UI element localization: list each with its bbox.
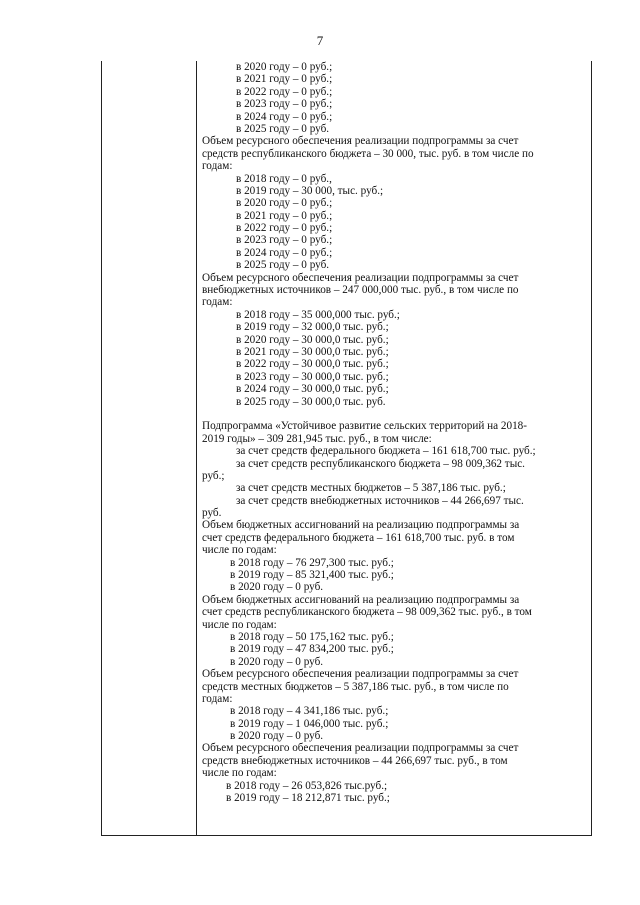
text-line: в 2022 году – 0 руб.; — [236, 222, 333, 235]
text-line: средств внебюджетных источников – 44 266,697 тыс. руб., в том — [202, 754, 508, 767]
page-number: 7 — [316, 33, 324, 48]
text-line: Объем ресурсного обеспечения реализации подпрограммы за счет — [202, 742, 519, 755]
text-line: в 2019 году – 30 000, тыс. руб.; — [236, 184, 384, 197]
text-line: в 2019 году – 85 321,400 тыс. руб.; — [230, 569, 394, 582]
text-line: в 2020 году – 0 руб. — [230, 730, 324, 743]
text-line: руб.; — [202, 469, 225, 482]
text-line: в 2024 году – 30 000,0 тыс. руб.; — [236, 383, 389, 396]
text-line: годам: — [202, 692, 233, 705]
text-line: в 2023 году – 30 000,0 тыс. руб.; — [236, 370, 389, 383]
text-line: в 2019 году – 1 046,000 тыс. руб.; — [230, 717, 389, 730]
text-line: счет средств республиканского бюджета – 98 009,362 тыс. руб., в том — [202, 606, 532, 619]
text-line: числе по годам: — [202, 618, 277, 631]
text-line: Объем бюджетных ассигнований на реализацию подпрограммы за — [202, 519, 520, 532]
text-line: числе по годам: — [202, 767, 277, 780]
text-line: за счет средств республиканского бюджета – 98 009,362 тыс. — [236, 457, 525, 470]
text-line: Подпрограмма «Устойчивое развитие сельских территорий на 2018- — [202, 420, 527, 433]
text-line: в 2018 году – 76 297,300 тыс. руб.; — [230, 556, 394, 569]
text-line: в 2025 году – 0 руб. — [236, 122, 330, 135]
text-line: в 2024 году – 0 руб.; — [236, 246, 333, 259]
table-left-column — [102, 61, 197, 835]
text-line: годам: — [202, 160, 233, 173]
text-line: числе по годам: — [202, 544, 277, 557]
text-line: Объем бюджетных ассигнований на реализацию подпрограммы за — [202, 593, 520, 606]
text-line: в 2025 году – 30 000,0 тыс. руб. — [236, 395, 386, 408]
text-line: средств республиканского бюджета – 30 000, тыс. руб. в том числе по — [202, 147, 534, 160]
text-line: в 2019 году – 32 000,0 тыс. руб.; — [236, 321, 389, 334]
text-line: в 2021 году – 30 000,0 тыс. руб.; — [236, 345, 389, 358]
text-line: в 2020 году – 0 руб. — [230, 655, 324, 668]
text-line: в 2021 году – 0 руб.; — [236, 209, 333, 222]
text-line: в 2019 году – 18 212,871 тыс. руб.; — [226, 792, 390, 805]
text-line: в 2020 году – 0 руб. — [230, 581, 324, 594]
text-line: средств местных бюджетов – 5 387,186 тыс. руб., в том числе по — [202, 680, 509, 693]
text-line: годам: — [202, 296, 233, 309]
text-line: в 2021 году – 0 руб.; — [236, 73, 333, 86]
text-line: в 2020 году – 30 000,0 тыс. руб.; — [236, 333, 389, 346]
text-line: Объем ресурсного обеспечения реализации подпрограммы за счет — [202, 271, 519, 284]
text-line: руб. — [202, 507, 222, 520]
text-line: Объем ресурсного обеспечения реализации подпрограммы за счет — [202, 668, 519, 681]
blank-line — [202, 408, 585, 420]
text-line: в 2018 году – 50 175,162 тыс. руб.; — [230, 630, 394, 643]
table-right-column — [197, 61, 591, 835]
text-line: в 2018 году – 35 000,000 тыс. руб.; — [236, 308, 400, 321]
text-line: в 2022 году – 0 руб.; — [236, 85, 333, 98]
text-line: в 2023 году – 0 руб.; — [236, 98, 333, 111]
text-line: за счет средств внебюджетных источников – 44 266,697 тыс. — [236, 494, 524, 507]
document-table — [101, 61, 592, 836]
text-line: в 2024 году – 0 руб.; — [236, 110, 333, 123]
text-line: 2019 годы» – 309 281,945 тыс. руб., в том числе: — [202, 432, 432, 445]
text-line: за счет средств федерального бюджета – 161 618,700 тыс. руб.; — [236, 445, 536, 458]
text-line: в 2019 году – 47 834,200 тыс. руб.; — [230, 643, 394, 656]
text-line: в 2023 году – 0 руб.; — [236, 234, 333, 247]
text-line: в 2018 году – 0 руб., — [236, 172, 332, 185]
text-line: в 2022 году – 30 000,0 тыс. руб.; — [236, 358, 389, 371]
text-line: за счет средств местных бюджетов – 5 387,186 тыс. руб.; — [236, 482, 506, 495]
text-line: внебюджетных источников – 247 000,000 тыс. руб., в том числе по — [202, 284, 519, 297]
text-line: в 2025 году – 0 руб. — [236, 259, 330, 272]
text-line: в 2020 году – 0 руб.; — [236, 197, 333, 210]
text-line: в 2020 году – 0 руб.; — [236, 61, 333, 73]
text-line: в 2018 году – 26 053,826 тыс.руб.; — [226, 779, 388, 792]
text-line: в 2018 году – 4 341,186 тыс. руб.; — [230, 705, 389, 718]
text-line: счет средств федерального бюджета – 161 618,700 тыс. руб. в том — [202, 531, 515, 544]
text-line: Объем ресурсного обеспечения реализации подпрограммы за счет — [202, 135, 519, 148]
